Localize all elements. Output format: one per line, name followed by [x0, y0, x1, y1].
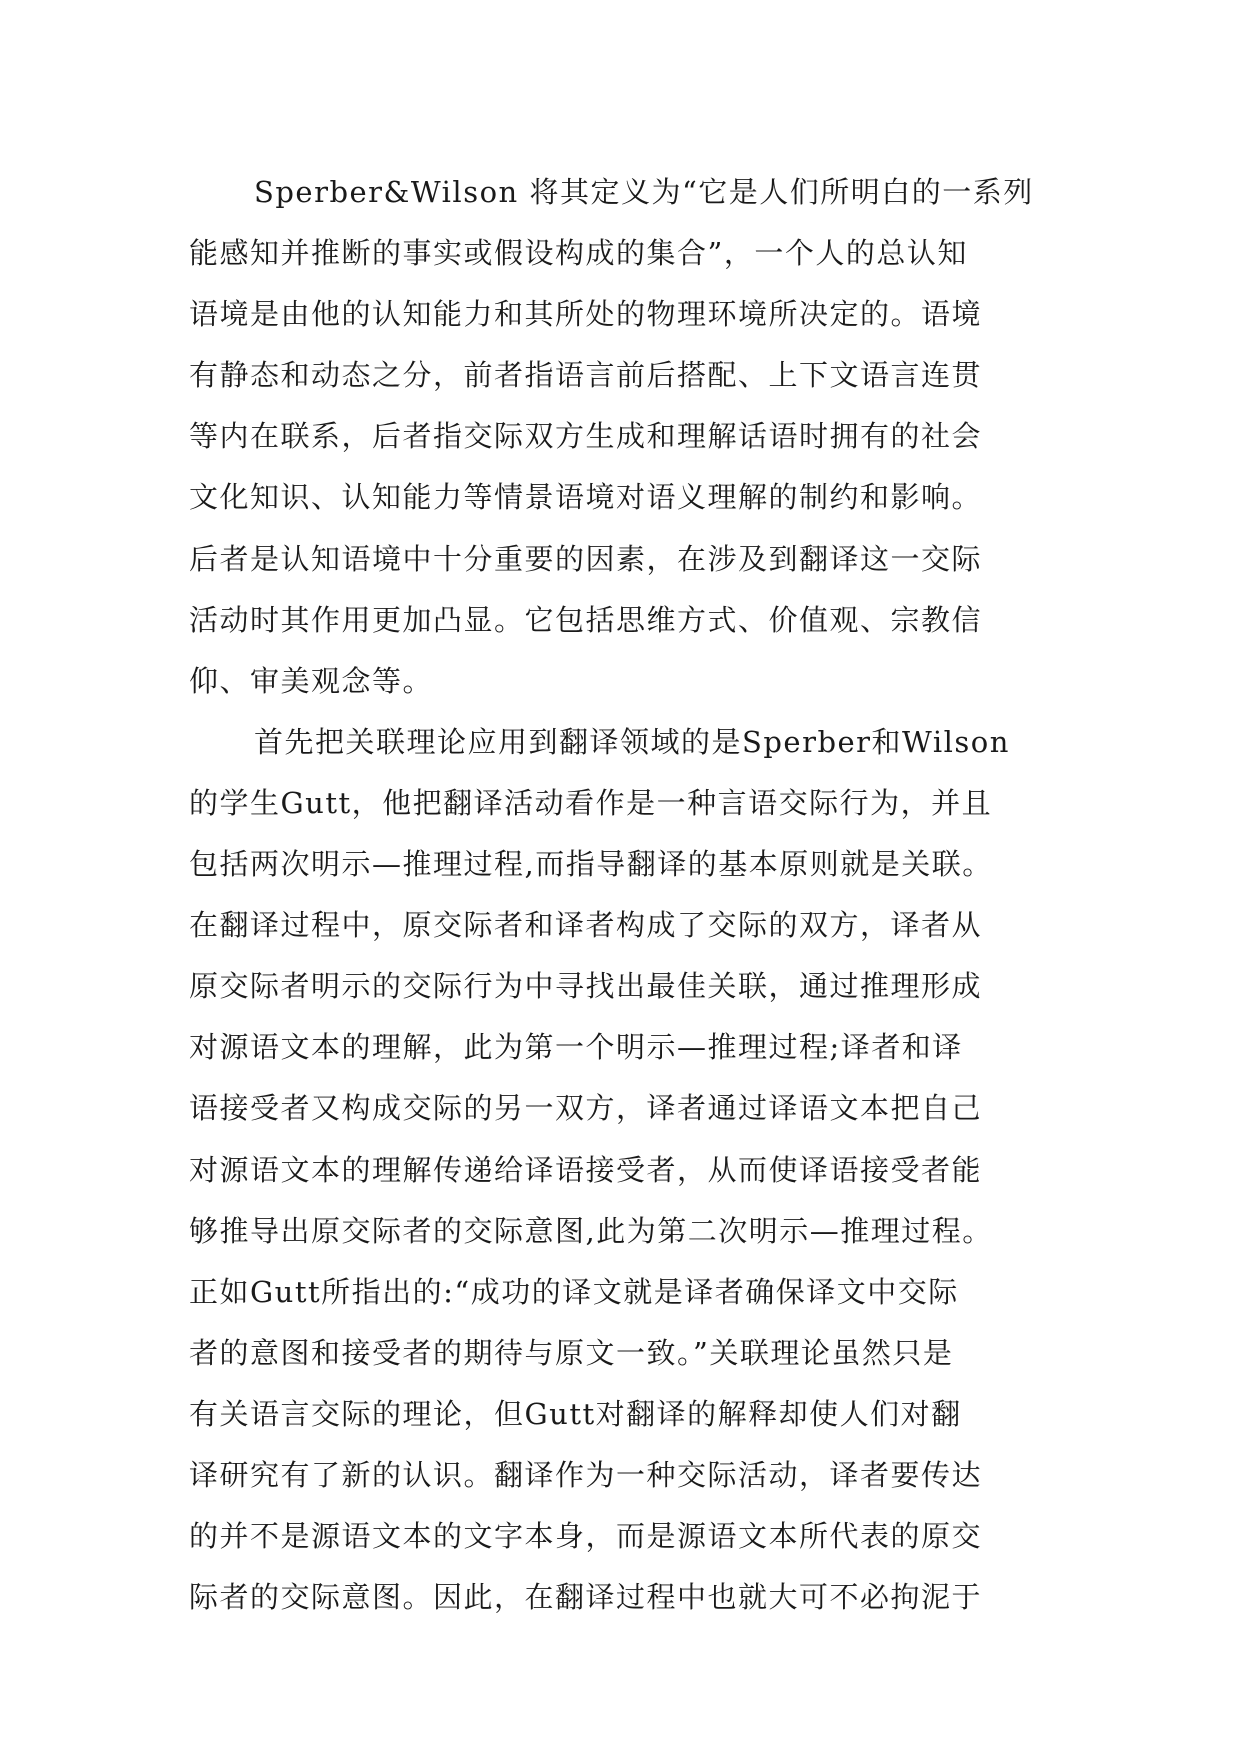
- paragraph-line: 够推导出原交际者的交际意图,此为第二次明示—推理过程。: [189, 1213, 993, 1248]
- paragraph-line: 对源语文本的理解传递给译语接受者，从而使译语接受者能: [189, 1152, 983, 1187]
- paragraph-line: 有静态和动态之分，前者指语言前后搭配、上下文语言连贯: [189, 358, 983, 393]
- paragraph-line: 的学生Gutt，他把翻译活动看作是一种言语交际行为，并且: [189, 785, 993, 820]
- paragraph-line: 活动时其作用更加凸显。它包括思维方式、价值观、宗教信: [189, 602, 983, 637]
- paragraph-line: 原交际者明示的交际行为中寻找出最佳关联，通过推理形成: [189, 969, 983, 1004]
- paragraph-line: 语境是由他的认知能力和其所处的物理环境所决定的。语境: [189, 297, 983, 332]
- paragraph-line: Sperber&Wilson 将其定义为“它是人们所明白的一系列: [254, 175, 1034, 209]
- paragraph-line: 仰、审美观念等。: [189, 663, 434, 698]
- paragraph-line: 对源语文本的理解，此为第一个明示—推理过程;译者和译: [189, 1030, 963, 1065]
- paragraph-line: 的并不是源语文本的文字本身，而是源语文本所代表的原交: [189, 1519, 983, 1554]
- paragraph-line: 包括两次明示—推理过程,而指导翻译的基本原则就是关联。: [189, 847, 993, 882]
- paragraph-line: 等内在联系，后者指交际双方生成和理解话语时拥有的社会: [189, 419, 983, 454]
- paragraph-line: 文化知识、认知能力等情景语境对语义理解的制约和影响。: [189, 480, 983, 515]
- paragraph-line: 语接受者又构成交际的另一双方，译者通过译语文本把自己: [189, 1091, 983, 1126]
- paragraph-line: 际者的交际意图。因此，在翻译过程中也就大可不必拘泥于: [189, 1580, 983, 1615]
- paragraph-line: 正如Gutt所指出的:“成功的译文就是译者确保译文中交际: [189, 1274, 959, 1309]
- paragraph-line: 后者是认知语境中十分重要的因素，在涉及到翻译这一交际: [189, 541, 983, 576]
- paragraph-line: 者的意图和接受者的期待与原文一致。”关联理论虽然只是: [189, 1335, 954, 1370]
- paragraph-line: 首先把关联理论应用到翻译领域的是Sperber和Wilson: [254, 724, 1010, 759]
- paragraph-line: 有关语言交际的理论，但Gutt对翻译的解释却使人们对翻: [189, 1396, 962, 1431]
- paragraph-line: 能感知并推断的事实或假设构成的集合”，一个人的总认知: [189, 236, 968, 271]
- paragraph: [189, 162, 1069, 712]
- paragraph: [189, 712, 1069, 1628]
- paragraph-line: 译研究有了新的认识。翻译作为一种交际活动，译者要传达: [189, 1457, 983, 1492]
- body-text: [189, 162, 1069, 1628]
- paragraph-line: 在翻译过程中，原交际者和译者构成了交际的双方，译者从: [189, 908, 983, 943]
